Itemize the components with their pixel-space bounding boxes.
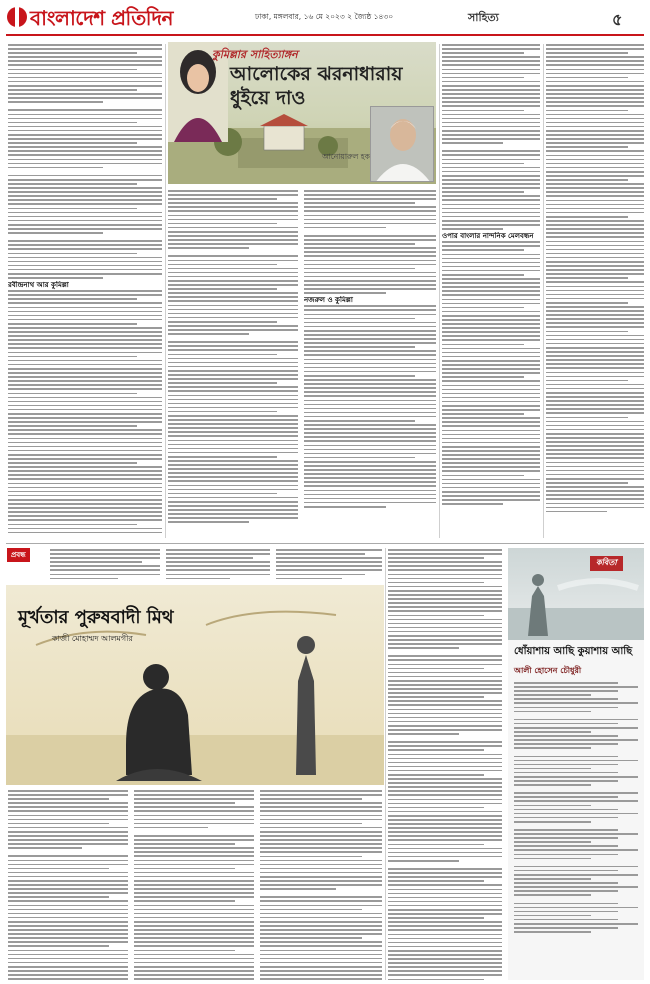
fog-figure-image [508,548,644,640]
poetry-label: কবিতা [590,556,623,571]
subhead: ওপার বাংলার নান্দনিক মেলবন্ধন [442,232,534,241]
feature-column-right-2 [546,44,644,538]
poet-name: আলী হোসেন চৌধুরী [514,666,582,675]
feature-kicker: কুমিল্লার সাহিত্যাঙ্গন [212,48,298,61]
column-divider [165,44,166,538]
essay-column-3 [260,790,382,980]
section-divider [6,543,644,544]
poem-illustration [508,548,644,640]
essay-byline: কাজী মোহাম্মদ আলমগীর [52,634,133,643]
essay-column-2 [134,790,254,980]
section-name: সাহিত্য [468,11,499,24]
essay-headline[interactable]: মূর্খতার পুরুষবাদী মিথ [18,607,174,628]
essay-column-4 [388,549,502,980]
essay-label: প্রবন্ধ [7,548,30,562]
column-divider [439,44,440,538]
essay-column-1 [8,790,128,980]
essay-intro-column-1 [50,549,160,583]
feature-column-mid-2 [304,190,436,538]
column-divider [543,44,544,538]
page-number: ৫ [612,10,623,29]
feature-column-mid-1 [168,190,298,538]
author-photo [370,106,434,182]
poem-title[interactable]: ধোঁয়াশায় আছি কুয়াশায় আছি [514,646,633,657]
poem-verses [514,682,638,978]
edition-date: ঢাকা, মঙ্গলবার, ১৬ মে ২০২৩ ২ জ্যৈষ্ঠ ১৪৩০ [255,12,394,21]
feature-column-left [8,44,162,538]
feature-column-right-1 [442,44,540,538]
newspaper-logo[interactable]: বাংলাদেশ প্রতিদিন [30,6,173,30]
subhead: রবীন্দ্রনাথ আর কুমিল্লা [8,281,69,290]
feature-byline: আনোয়ারুল হক [322,152,370,161]
essay-intro-column-3 [276,549,382,583]
masthead-rule [6,34,644,36]
masthead [0,0,650,34]
column-divider [385,548,386,980]
man-portrait-image [371,107,434,182]
logo-icon [6,2,28,32]
subhead: নজরুল ও কুমিল্লা [304,296,353,305]
essay-intro-column-2 [166,549,270,583]
feature-headline[interactable]: আলোকের ঝরনাধারায় ধুইয়ে দাও [230,63,403,109]
